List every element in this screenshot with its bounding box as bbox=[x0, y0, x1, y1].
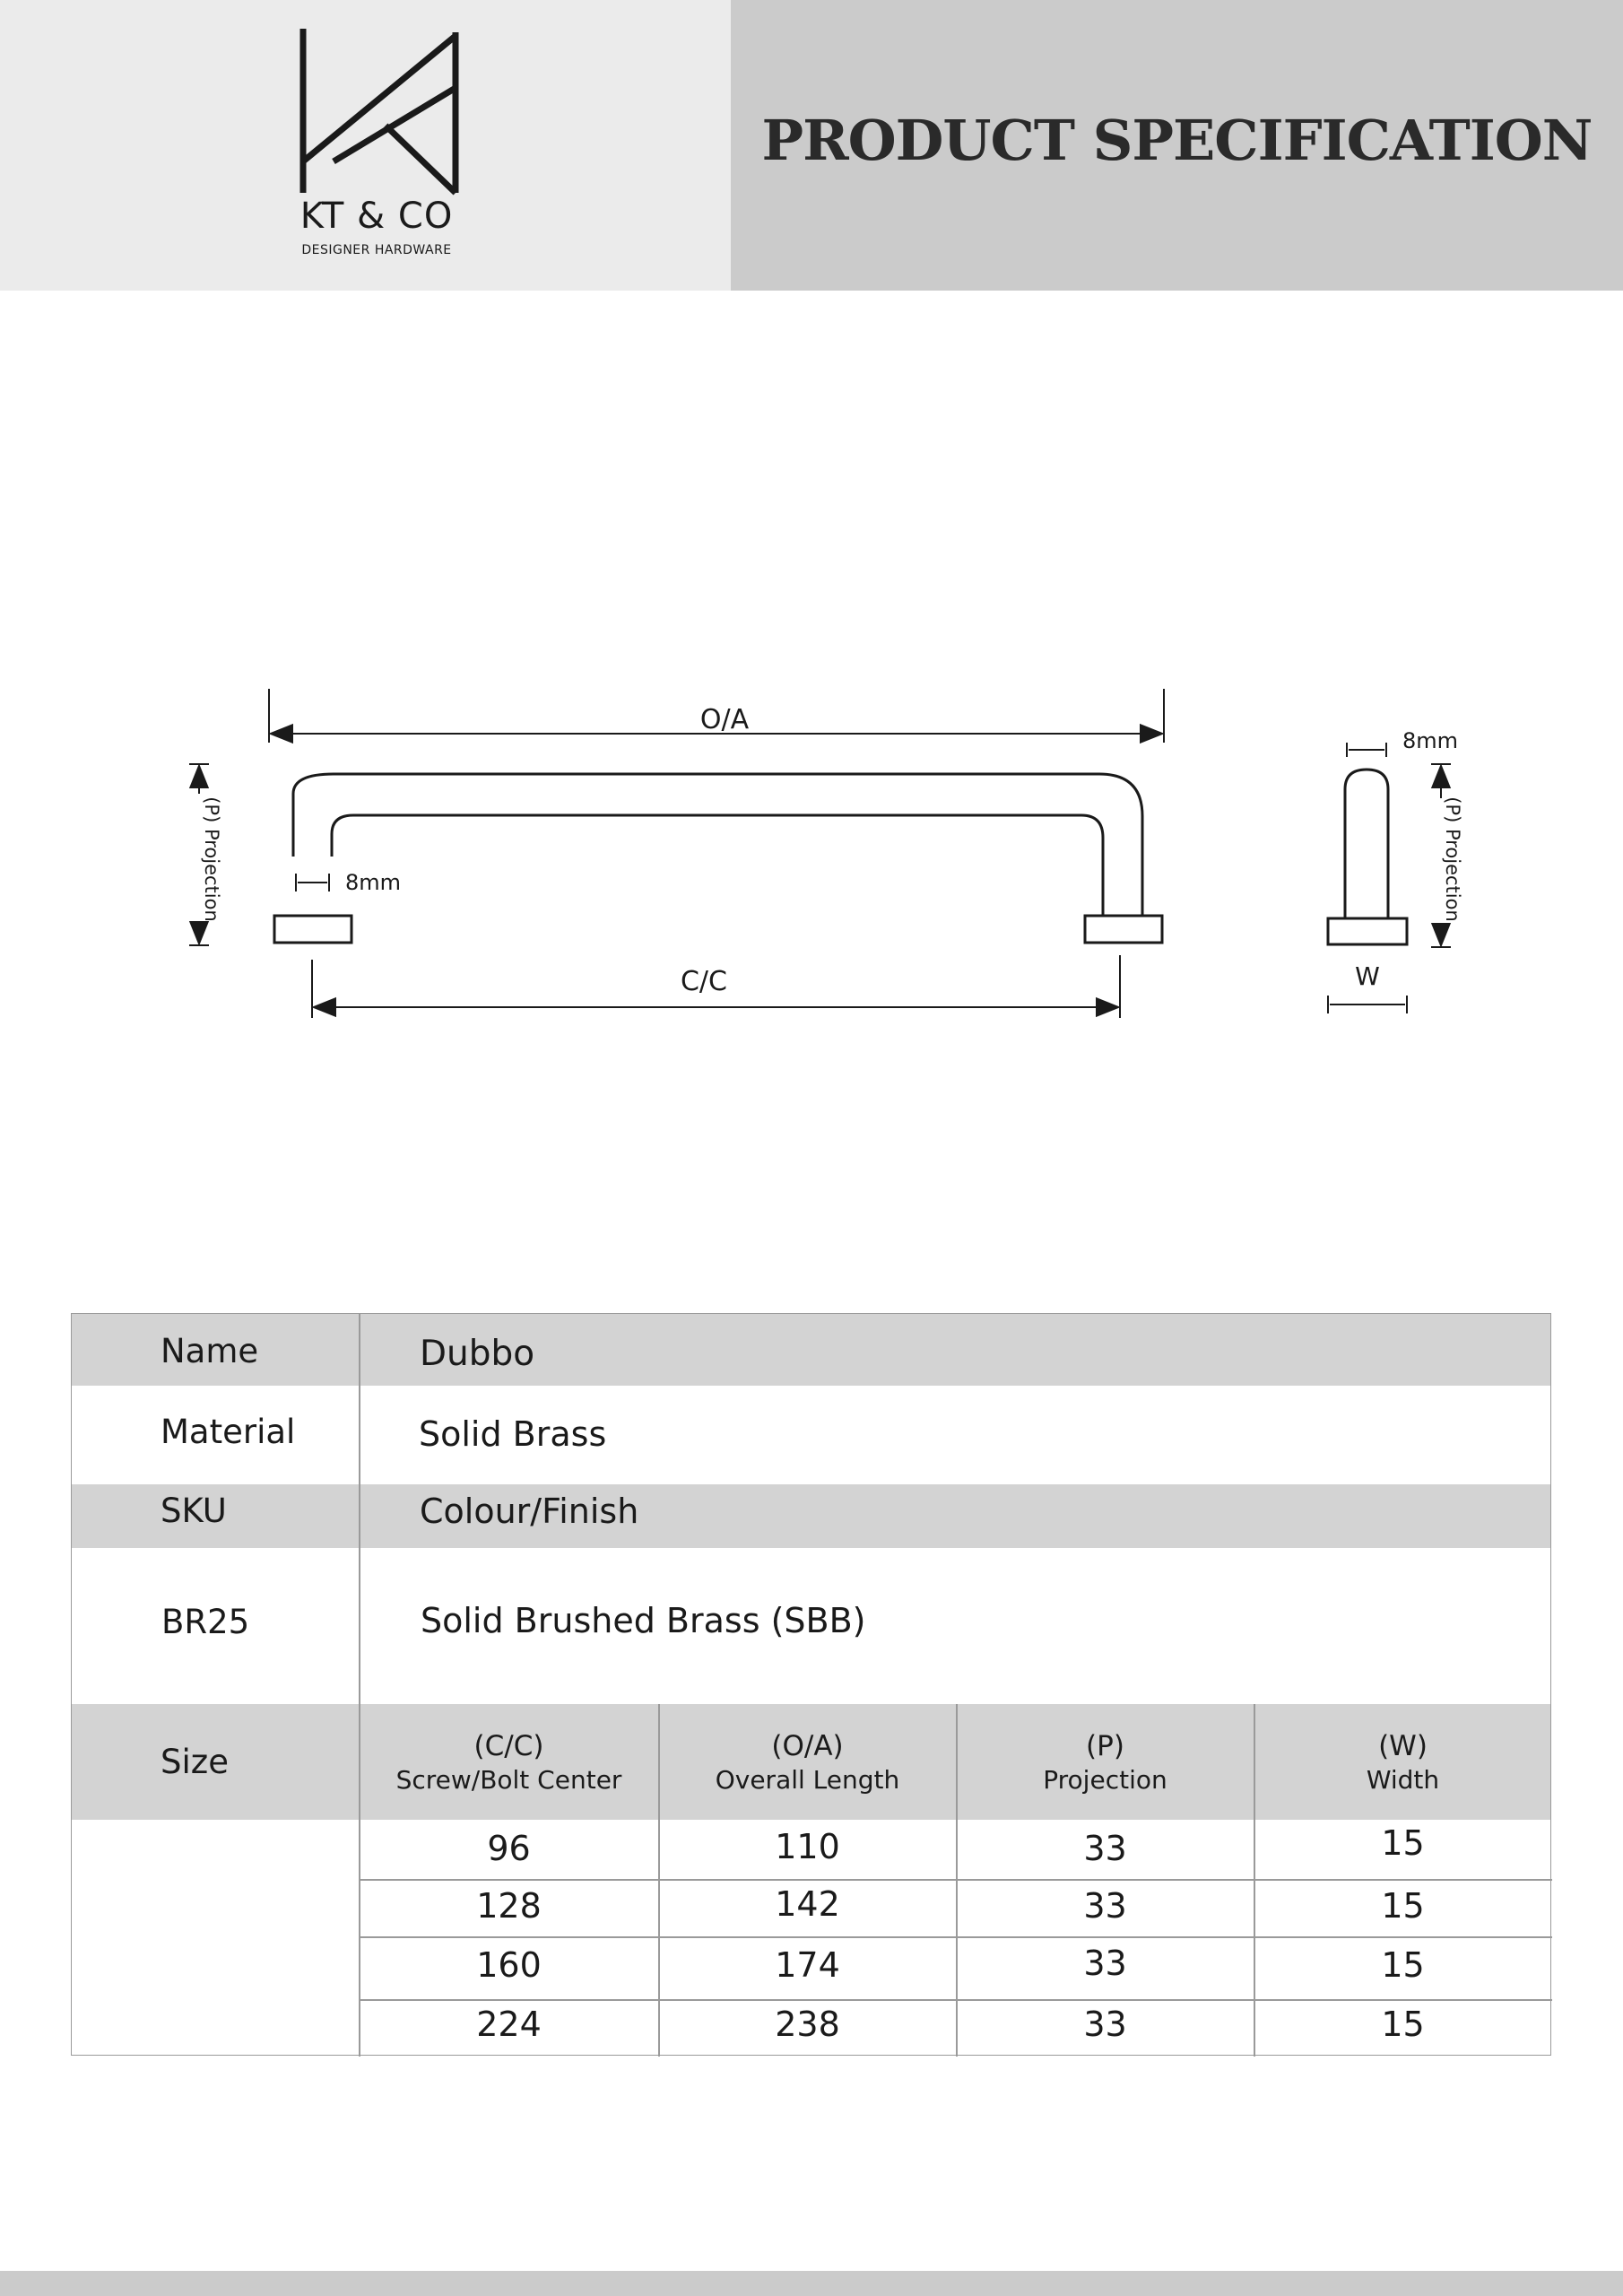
sku-value: BR25 bbox=[161, 1603, 250, 1641]
table-cell: 128 bbox=[476, 1886, 542, 1926]
projection-label-side: (P) Projection bbox=[1442, 796, 1463, 922]
table-cell: 110 bbox=[775, 1827, 840, 1866]
column-code: (C/C) bbox=[473, 1730, 544, 1762]
finish-value: Solid Brushed Brass (SBB) bbox=[421, 1601, 866, 1640]
name-value: Dubbo bbox=[420, 1334, 535, 1374]
width-dimension bbox=[1328, 996, 1407, 1013]
width-label: W bbox=[1355, 961, 1380, 991]
column-desc: Overall Length bbox=[715, 1765, 900, 1795]
row-divider-3 bbox=[359, 1999, 1552, 2001]
table-cell: 174 bbox=[775, 1945, 840, 1985]
column-desc: Projection bbox=[1043, 1765, 1167, 1795]
table-cell: 33 bbox=[1083, 1944, 1127, 1983]
table-cell: 33 bbox=[1083, 1886, 1127, 1926]
sku-header-row bbox=[72, 1484, 1550, 1548]
finish-label: Colour/Finish bbox=[420, 1492, 639, 1531]
table-cell: 15 bbox=[1381, 1886, 1425, 1926]
center-to-center-label: C/C bbox=[680, 966, 728, 997]
column-desc: Width bbox=[1366, 1765, 1440, 1795]
sku-label: SKU bbox=[161, 1492, 227, 1530]
projection-label-front: (P) Projection bbox=[201, 796, 222, 922]
page-header bbox=[0, 0, 1623, 291]
name-row bbox=[72, 1314, 1550, 1386]
material-label: Material bbox=[161, 1413, 296, 1451]
handle-side-view bbox=[1328, 770, 1407, 944]
table-cell: 15 bbox=[1381, 1945, 1425, 1985]
column-desc: Screw/Bolt Center bbox=[395, 1765, 622, 1795]
bar-thickness-dimension-front bbox=[296, 874, 329, 891]
page-title: PRODUCT SPECIFICATION bbox=[761, 108, 1593, 173]
column-header-cc bbox=[360, 1728, 658, 1796]
table-cell: 160 bbox=[476, 1945, 542, 1985]
bar-thickness-dimension-side bbox=[1347, 743, 1386, 757]
column-code: (O/A) bbox=[771, 1730, 844, 1762]
row-divider-2 bbox=[359, 1936, 1552, 1938]
brand-name: KT & CO bbox=[299, 196, 454, 237]
column-header-oa bbox=[659, 1728, 956, 1796]
overall-length-label: O/A bbox=[699, 704, 750, 735]
kt-monogram-logo bbox=[287, 27, 466, 197]
column-header-w bbox=[1254, 1728, 1551, 1796]
table-cell: 15 bbox=[1381, 1823, 1425, 1863]
material-value: Solid Brass bbox=[419, 1414, 607, 1454]
table-cell: 33 bbox=[1083, 2005, 1127, 2044]
table-cell: 96 bbox=[487, 1829, 531, 1868]
table-cell: 238 bbox=[775, 2005, 840, 2044]
table-cell: 15 bbox=[1381, 2005, 1425, 2044]
footer-bar bbox=[0, 2271, 1623, 2296]
table-cell: 224 bbox=[476, 2005, 542, 2044]
bar-thickness-label-front: 8mm bbox=[345, 870, 402, 895]
brand-tagline: DESIGNER HARDWARE bbox=[301, 243, 452, 257]
handle-front-view bbox=[274, 774, 1162, 943]
technical-drawing bbox=[0, 664, 1623, 1022]
table-cell: 142 bbox=[775, 1884, 840, 1924]
column-code: (P) bbox=[1086, 1730, 1124, 1762]
name-label: Name bbox=[161, 1332, 259, 1370]
bar-thickness-label-side: 8mm bbox=[1402, 728, 1459, 753]
spec-table bbox=[71, 1313, 1551, 2056]
column-code: (W) bbox=[1378, 1730, 1428, 1762]
size-label: Size bbox=[161, 1743, 229, 1781]
row-divider-1 bbox=[359, 1879, 1552, 1881]
logo-panel bbox=[0, 0, 731, 291]
table-cell: 33 bbox=[1083, 1829, 1127, 1868]
column-header-p bbox=[957, 1728, 1254, 1796]
